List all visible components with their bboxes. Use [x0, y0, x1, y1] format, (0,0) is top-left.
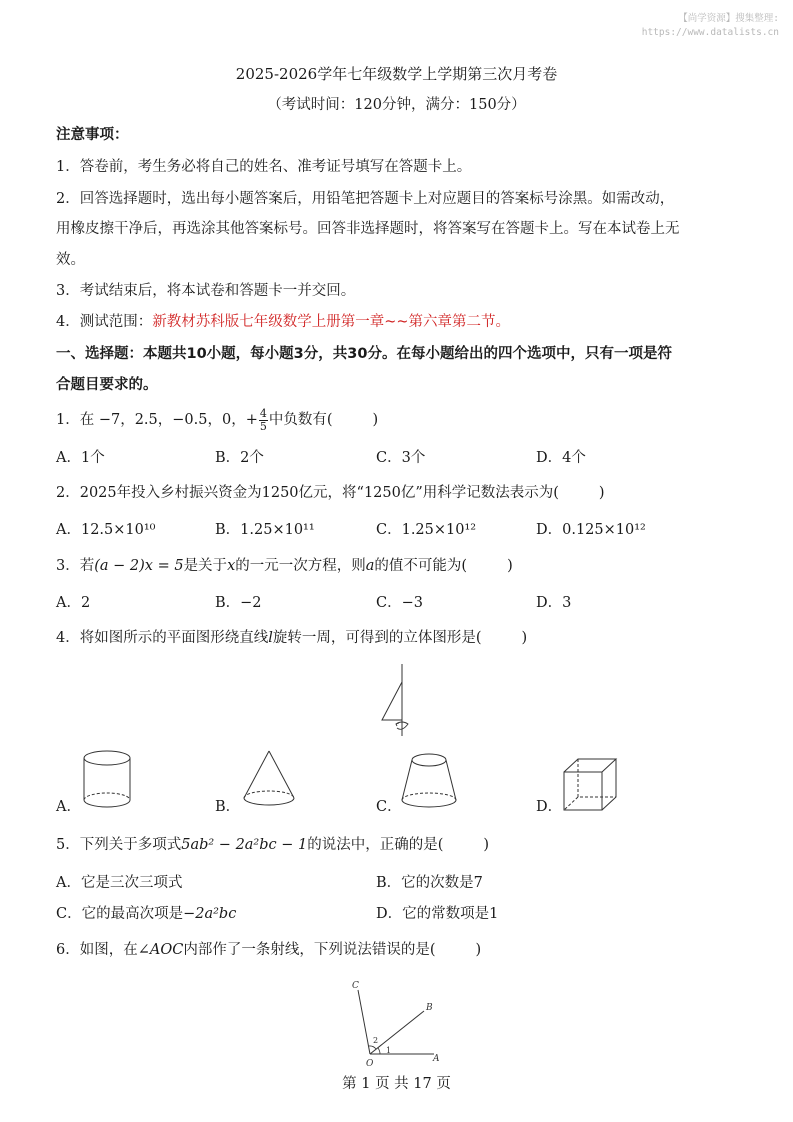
question-3-text-a: 3．若 [56, 558, 95, 574]
notice-item-3: 3．考试结束后，将本试卷和答题卡一并交回。 [56, 283, 356, 299]
question-4-option-a[interactable]: A． [56, 799, 81, 815]
variable-l: l [268, 630, 273, 646]
question-1-option-a[interactable]: A．1个 [56, 450, 105, 466]
question-4-option-b[interactable]: B． [215, 799, 241, 815]
exam-subtitle: （考试时间：120分钟，满分：150分） [267, 97, 526, 113]
watermark [642, 12, 779, 40]
label-c: C [352, 981, 359, 991]
notice-item-1: 1．答卷前，考生务必将自己的姓名、准考证号填写在答题卡上。 [56, 159, 472, 175]
question-5-option-d[interactable]: D．它的常数项是1 [376, 906, 499, 922]
notice-item-4-scope: 新教材苏科版七年级数学上册第一章~~第六章第二节。 [152, 314, 511, 330]
right-triangle-shape [382, 682, 402, 720]
notice-item-2-line-3: 效。 [56, 252, 85, 268]
ray-oc [358, 990, 370, 1054]
question-4-option-d[interactable]: D． [536, 799, 563, 815]
notice-heading: 注意事项： [56, 127, 129, 143]
question-2-option-a[interactable]: A．12.5×10¹⁰ [56, 522, 156, 538]
question-3-close-paren: ) [507, 558, 513, 574]
question-3-text-b: 是关于 [183, 558, 228, 574]
question-5-text-a: 5．下列关于多项式 [56, 837, 182, 853]
fraction-denominator: 5 [259, 419, 267, 433]
question-1-stem [56, 406, 378, 434]
section-1-heading-line-2: 合题目要求的。 [56, 377, 158, 393]
exam-title: 2025-2026学年七年级数学上学期第三次月考卷 [235, 65, 558, 83]
question-4-text-a: 4．将如图所示的平面图形绕直线 [56, 630, 269, 646]
question-3-option-c[interactable]: C．−3 [376, 595, 423, 611]
question-5-option-c-expression: −2a²bc [183, 906, 237, 922]
question-5-option-a[interactable]: A．它是三次三项式 [56, 875, 183, 891]
question-4-text-b: 旋转一周，可得到的立体图形是( [272, 630, 482, 646]
label-a: A [433, 1054, 440, 1064]
question-5-stem [56, 835, 489, 855]
question-2-close-paren: ) [598, 485, 605, 501]
watermark-source: 【尚学资源】搜集整理: [678, 13, 779, 24]
frustum-icon[interactable] [398, 750, 460, 812]
ray-ob [370, 1011, 424, 1054]
question-4-close-paren: ) [521, 630, 528, 646]
variable-a: a [365, 558, 375, 574]
notice-item-4-label: 4．测试范围： [56, 314, 153, 330]
question-5-text-b: 的说法中，正确的是( [307, 837, 444, 853]
question-6-text-a: 6．如图，在 [56, 942, 138, 958]
question-1-option-c[interactable]: C．3个 [376, 450, 426, 466]
question-3-option-d[interactable]: D．3 [536, 595, 572, 611]
question-1-close-paren: ) [372, 412, 379, 428]
question-3-option-a[interactable]: A．2 [56, 595, 91, 611]
question-2-option-d[interactable]: D．0.125×10¹² [536, 522, 646, 538]
cube-icon[interactable] [560, 756, 622, 814]
fraction-four-fifths [259, 408, 268, 433]
question-6-text-b: 内部作了一条射线，下列说法错误的是( [183, 942, 436, 958]
label-angle-2: 2 [373, 1036, 379, 1045]
page-number-footer: 第 1 页 共 17 页 [342, 1076, 451, 1092]
question-1-option-b[interactable]: B．2个 [215, 450, 264, 466]
section-1-heading-line-1: 一、选择题：本题共10小题，每小题3分，共30分。在每小题给出的四个选项中，只有一项是符 [56, 346, 672, 362]
fraction-numerator: 4 [259, 406, 267, 420]
question-3-text-c: 的一元一次方程，则 [235, 558, 366, 574]
question-3-text-d: 的值不可能为( [374, 558, 468, 574]
angle-2-arc [369, 1046, 376, 1049]
question-6-angle-expression: ∠AOC [137, 942, 184, 958]
variable-x: x [227, 558, 236, 574]
question-4-stem [56, 628, 527, 648]
question-1-suffix: 中负数有( [268, 412, 333, 428]
label-angle-1: 1 [386, 1046, 392, 1055]
notice-item-2-line-2: 用橡皮擦干净后，再选涂其他答案标号。回答非选择题时，将答案写在答题卡上。写在本试卷上无 [56, 221, 680, 237]
rotation-triangle-figure [370, 662, 430, 740]
question-5-close-paren: ) [483, 837, 490, 853]
question-5-polynomial: 5ab² − 2a²bc − 1 [181, 837, 308, 853]
question-6-close-paren: ) [475, 942, 482, 958]
question-2-option-b[interactable]: B．1.25×10¹¹ [215, 522, 315, 538]
cylinder-icon[interactable] [80, 748, 134, 810]
question-1-prefix: 1．在 −7，2.5，−0.5，0，+ [56, 412, 258, 428]
question-5-option-c-text: C．它的最高次项是 [56, 906, 184, 922]
label-b: B [426, 1003, 433, 1013]
question-2-stem [56, 483, 605, 503]
question-2-text: 2．2025年投入乡村振兴资金为1250亿元，将“1250亿”用科学记数法表示为( [56, 485, 559, 501]
question-4-option-c[interactable]: C． [376, 799, 402, 815]
question-3-expression: (a − 2)x = 5 [94, 558, 184, 574]
question-2-option-c[interactable]: C．1.25×10¹² [376, 522, 477, 538]
notice-item-4 [56, 312, 510, 332]
question-3-stem [56, 556, 513, 576]
question-3-option-b[interactable]: B．−2 [215, 595, 262, 611]
cone-icon[interactable] [240, 748, 298, 810]
notice-item-2-line-1: 2．回答选择题时，选出每小题答案后，用铅笔把答题卡上对应题目的答案标号涂黑。如需改动， [56, 191, 675, 207]
question-5-option-c[interactable] [56, 904, 236, 924]
question-6-stem [56, 940, 481, 960]
question-5-option-b[interactable]: B．它的次数是7 [376, 875, 483, 891]
label-o: O [366, 1059, 374, 1068]
angle-1-arc [378, 1048, 380, 1054]
watermark-url: https://www.datalists.cn [641, 27, 779, 38]
question-1-option-d[interactable]: D．4个 [536, 450, 586, 466]
angle-aoc-figure [340, 978, 450, 1068]
